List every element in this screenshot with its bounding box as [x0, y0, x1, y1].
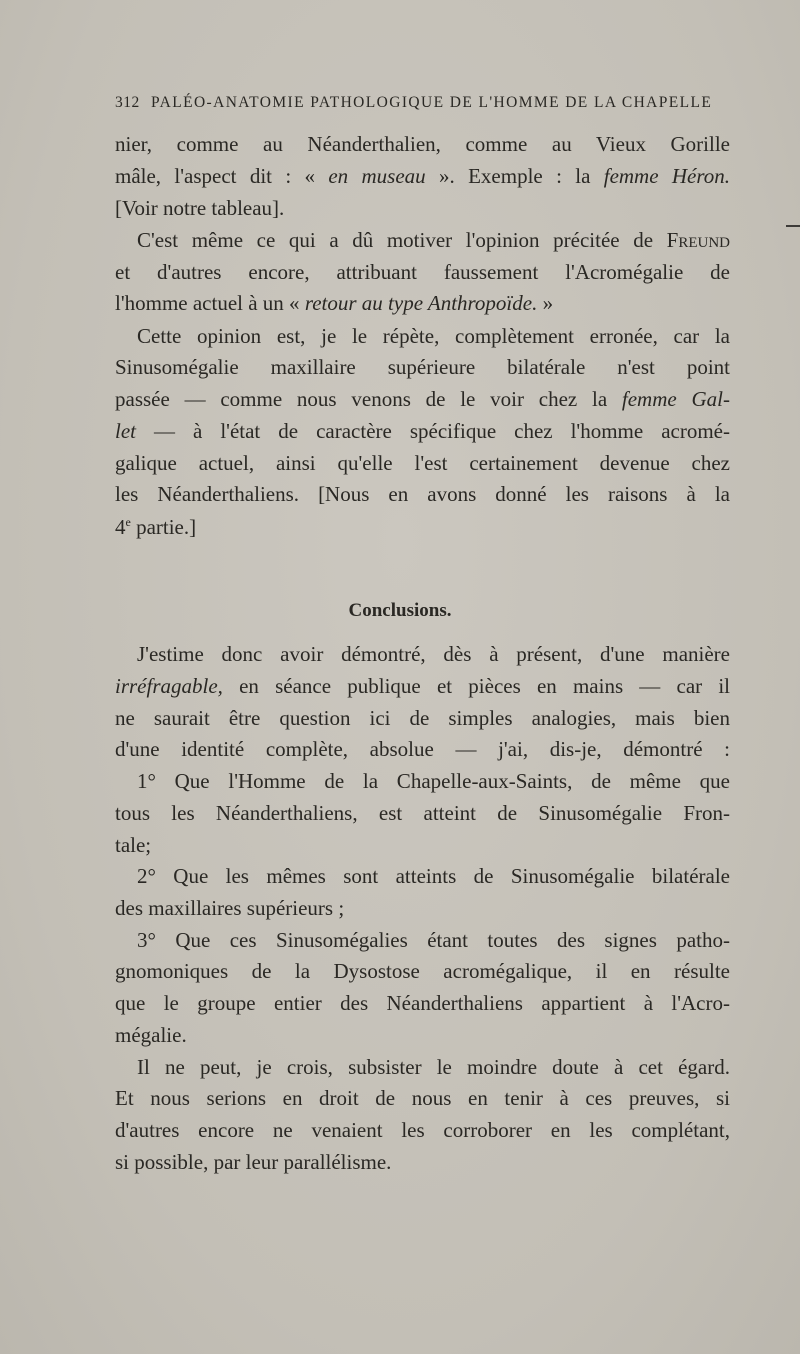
text-line: Sinusomégalie maxillaire supérieure bilatérale n'est point — [115, 355, 730, 379]
text-line: Il ne peut, je crois, subsister le moindre doute à cet égard. — [137, 1055, 730, 1079]
text-line: J'estime donc avoir démontré, dès à présent, d'une manière — [137, 642, 730, 666]
page-number: 312 — [115, 94, 140, 111]
text-line: l'homme actuel à un « retour au type Anthropoïde. » — [115, 291, 554, 315]
text-line: nier, comme au Néanderthalien, comme au Vieux Gorille — [115, 132, 730, 156]
text-line: C'est même ce qui a dû motiver l'opinion précitée de Freund — [137, 228, 730, 252]
text-line: 1° Que l'Homme de la Chapelle-aux-Saints, de même que — [137, 769, 730, 793]
text-line: que le groupe entier des Néanderthaliens appartient à l'Acro- — [115, 991, 730, 1015]
running-title: PALÉO-ANATOMIE PATHOLOGIQUE DE L'HOMME DE LA CHAPELLE — [151, 94, 713, 111]
text-line: mégalie. — [115, 1023, 187, 1047]
text-line: d'autres encore ne venaient les corroborer en les complétant, — [115, 1118, 730, 1142]
text-line: 4e partie.] — [115, 515, 197, 539]
text-line: let — à l'état de caractère spécifique chez l'homme acromé- — [115, 419, 730, 443]
text-line: tous les Néanderthaliens, est atteint de Sinusomégalie Fron- — [115, 801, 730, 825]
text-line: des maxillaires supérieurs ; — [115, 896, 345, 920]
text-line: les Néanderthaliens. [Nous en avons donné les raisons à la — [115, 482, 730, 506]
text-line: passée — comme nous venons de le voir chez la femme Gal- — [115, 387, 730, 411]
text-line: gnomoniques de la Dysostose acromégalique, il en résulte — [115, 959, 730, 983]
author-name: Freund — [666, 228, 730, 252]
text-line: Cette opinion est, je le répète, complètement erronée, car la — [137, 324, 730, 348]
text-line: irréfragable, en séance publique et pièces en mains — car il — [115, 674, 730, 698]
margin-mark — [786, 225, 800, 227]
text-line: ne saurait être question ici de simples analogies, mais bien — [115, 706, 730, 730]
text-line: 2° Que les mêmes sont atteints de Sinusomégalie bilatérale — [137, 864, 730, 888]
text-line: Et nous serions en droit de nous en tenir à ces preuves, si — [115, 1086, 730, 1110]
text-line: mâle, l'aspect dit : « en museau ». Exemple : la femme Héron. — [115, 164, 731, 188]
text-line: et d'autres encore, attribuant faussement l'Acromégalie de — [115, 260, 730, 284]
text-line: d'une identité complète, absolue — j'ai, dis-je, démontré : — [115, 737, 730, 761]
text-line: galique actuel, ainsi qu'elle l'est certainement devenue chez — [115, 451, 730, 475]
text-line: tale; — [115, 833, 152, 857]
running-head — [115, 94, 715, 112]
section-heading: Conclusions. — [348, 600, 452, 621]
text-line: si possible, par leur parallélisme. — [115, 1150, 392, 1174]
text-line: 3° Que ces Sinusomégalies étant toutes des signes patho- — [137, 928, 730, 952]
text-line: [Voir notre tableau]. — [115, 196, 285, 220]
